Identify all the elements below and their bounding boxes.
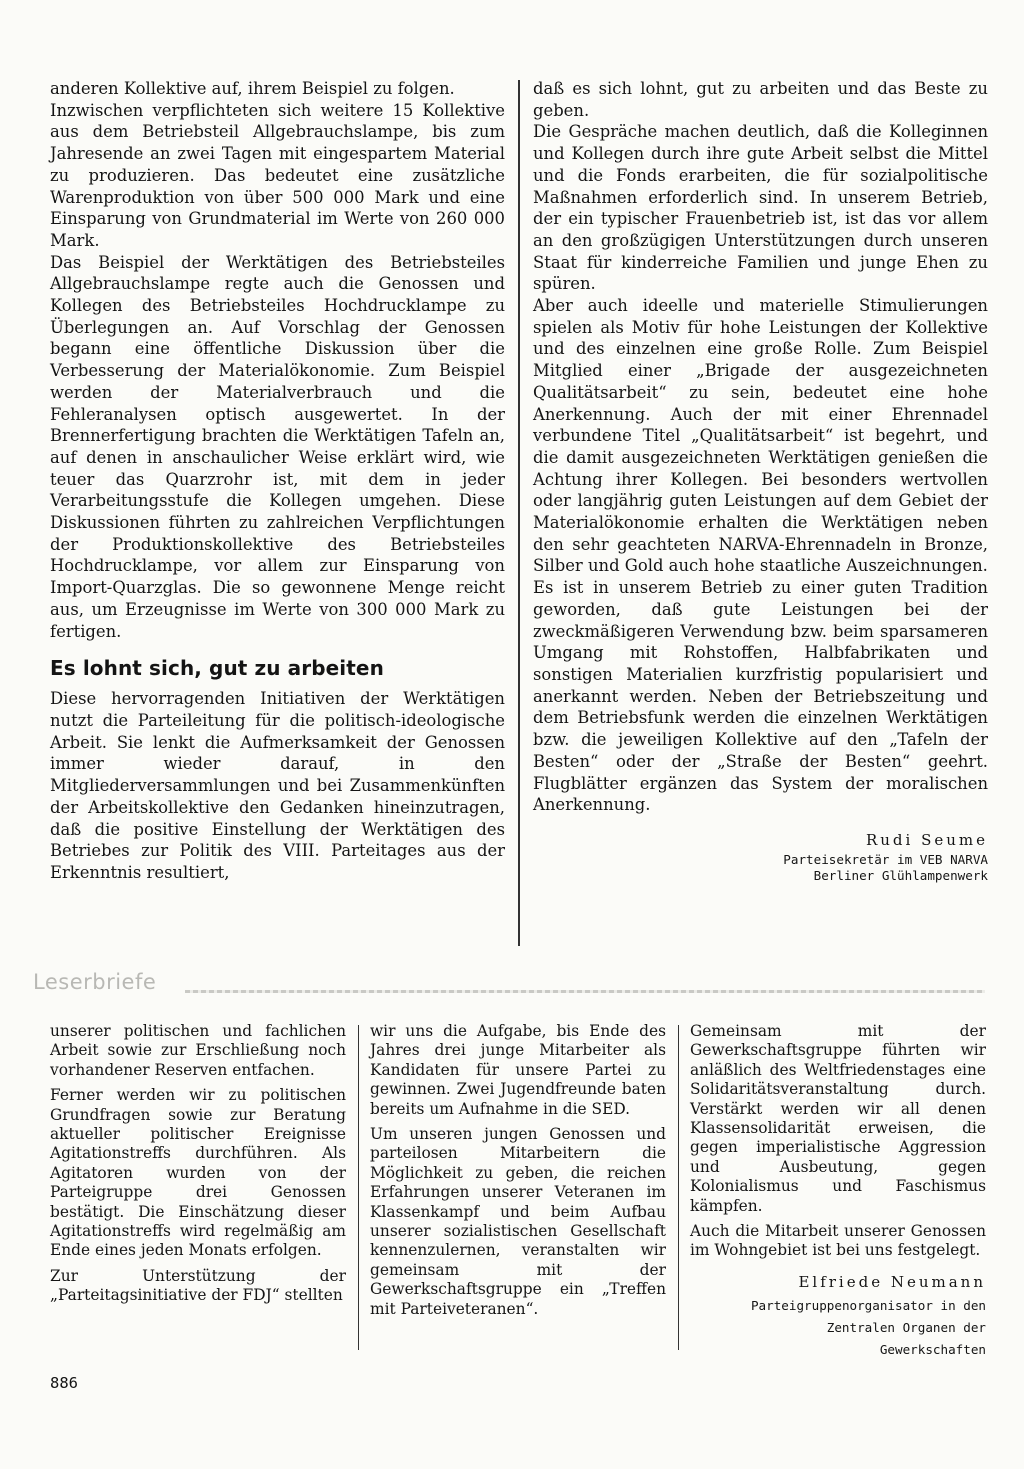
paragraph: daß es sich lohnt, gut zu arbeiten und das Beste zu geben. [533, 79, 988, 120]
author-role: Parteigruppenorganisator in den [750, 1298, 986, 1314]
section-label: Leserbriefe [33, 970, 157, 994]
author-role: Parteisekretär im VEB NARVA [783, 851, 988, 867]
paragraph: Diese hervorragenden Initiativen der Werktätigen nutzt die Parteileitung für die politisch-ideologische Arbeit. Sie lenkt die Aufmerksamkeit der Genossen immer wieder darauf, in den Mitgliederversammlungen und bei Zusammenkünften der Arbeitskollektive den Gedanken hineinzutragen, daß die positive Einstellung der Werktätigen des Betriebes zur Politik des VIII. Parteitages aus der Erkenntnis resultiert, [50, 689, 505, 882]
paragraph: Ferner werden wir zu politischen Grundfragen sowie zur Beratung aktueller politischer Ereignisse Agitationstreffs durchführen. Als Agitatoren wurden von der Parteigruppe drei Genossen bestätigt. Die Einschätzung dieser Agitationstreffs wird regelmäßig am Ende eines jeden Monats erfolgen. [50, 1086, 346, 1260]
paragraph: Auch die Mitarbeit unserer Genossen im Wohngebiet ist bei uns festgelegt. [690, 1222, 986, 1260]
paragraph: Um unseren jungen Genossen und parteilosen Mitarbeitern die Möglichkeit zu geben, die reichen Erfahrungen unserer Veteranen im Klassenkampf und beim Aufbau unserer sozialistischen Gesellschaft kennenzulernen, veranstalten wir gemeinsam mit der Gewerkschaftsgruppe ein „Treffen mit Parteiveteranen“. [370, 1125, 666, 1318]
letters-column-3 [690, 1022, 986, 1358]
letters-column-1 [50, 1022, 346, 1306]
paragraph: Aber auch ideelle und materielle Stimulierungen spielen als Motiv für hohe Leistungen der Kollektive und des einzelnen eine große Rolle. Zum Beispiel Mitglied einer „Brigade der ausgezeichneten Qualitätsarbeit“ zu sein, bedeutet eine hohe Anerkennung. Auch der mit einer Ehrennadel verbundene Titel „Qualitätsarbeit“ ist begehrt, und die damit ausgezeichneten Werktätigen genießen die Achtung ihrer Kollegen. Bei besonders wertvollen oder langjährig guten Leistungen auf dem Gebiet der Materialökonomie erhalten die Werktätigen neben den sehr geachteten NARVA-Ehrennadeln in Bronze, Silber und Gold auch hohe staatliche Auszeichnungen. [533, 296, 988, 576]
author-affiliation: Gewerkschaften [879, 1342, 986, 1358]
paragraph: Das Beispiel der Werktätigen des Betriebsteiles Allgebrauchslampe regte auch die Genossen und Kollegen des Betriebsteiles Hochdrucklampe zu Überlegungen an. Auf Vorschlag der Genossen begann eine öffentliche Diskussion über die Verbesserung der Materialökonomie. Zum Beispiel werden der Materialverbrauch und die Fehleranalysen optisch ausgewertet. In der Brennerfertigung brachten die Werktätigen Tafeln an, auf denen in anschaulicher Weise erklärt wird, wie teuer das Quarzrohr ist, mit dem in jeder Verarbeitungsstufe die Kollegen umgehen. Diese Diskussionen führten zu zahlreichen Verpflichtungen der Produktionskollektive des Betriebsteiles Hochdrucklampe, vor allem zur Einsparung von Import-Quarzglas. Die so gewonnene Menge reicht aus, um Erzeugnisse im Werte von 300 000 Mark zu fertigen. [50, 252, 505, 641]
paragraph: Gemeinsam mit der Gewerkschaftsgruppe führten wir anläßlich des Weltfriedenstages eine Solidaritätsveranstaltung durch. Verstärkt werden wir all denen Klassensolidarität erweisen, die gegen imperialistische Aggression und Ausbeutung, gegen Kolonialismus und Faschismus kämpfen. [690, 1022, 986, 1215]
paragraph: Zur Unterstützung der „Parteitagsinitiative der FDJ“ stellten [50, 1266, 346, 1305]
author-affiliation: Berliner Glühlampenwerk [813, 867, 988, 883]
author-name: Elfriede Neumann [798, 1272, 986, 1291]
paragraph: anderen Kollektive auf, ihrem Beispiel zu folgen. [50, 79, 455, 98]
section-banner [33, 970, 988, 1000]
paragraph: Die Gespräche machen deutlich, daß die Kolleginnen und Kollegen durch ihre gute Arbeit selbst die Mittel und die Fonds erarbeiten, die für sozialpolitische Maßnahmen erforderlich sind. In unserem Betrieb, der ein typischer Frauenbetrieb ist, ist das vor allem an den großzügigen Unterstützungen durch unseren Staat für kinderreiche Familien und junge Ehen zu spüren. [533, 122, 988, 294]
paragraph: Es ist in unserem Betrieb zu einer guten Tradition geworden, daß gute Leistungen bei der zweckmäßigeren Verwendung bzw. beim sparsameren Umgang mit Rohstoffen, Halbfabrikaten und sonstigen Materialien kurzfristig popularisiert und anerkannt werden. Neben der Betriebszeitung und dem Betriebsfunk werden die einzelnen Werktätigen bzw. die jeweiligen Kollektive auf den „Tafeln der Besten“ oder der „Straße der Besten“ geehrt. Flugblätter ergänzen das System der moralischen Anerkennung. [533, 578, 988, 815]
column-divider [358, 1025, 359, 1350]
top-left-column [50, 78, 505, 884]
author-affiliation: Zentralen Organen der [826, 1320, 986, 1336]
section-heading: Es lohnt sich, gut zu arbeiten [50, 656, 384, 681]
paragraph: unserer politischen und fachlichen Arbeit sowie zur Erschließung noch vorhandener Reserven entfachen. [50, 1022, 346, 1079]
letters-column-2 [370, 1022, 666, 1319]
column-divider [678, 1025, 679, 1350]
paragraph: wir uns die Aufgabe, bis Ende des Jahres drei junge Mitarbeiter als Kandidaten für unsere Partei zu gewinnen. Zwei Jugendfreunde baten bereits um Aufnahme in die SED. [370, 1022, 666, 1118]
dotted-rule [185, 990, 985, 993]
column-divider [518, 80, 520, 946]
page-number: 886 [50, 1374, 78, 1392]
author-name: Rudi Seume [865, 830, 988, 849]
top-right-column [533, 78, 988, 884]
paragraph: Inzwischen verpflichteten sich weitere 15 Kollektive aus dem Betriebsteil Allgebrauchslampe, bis zum Jahresende an zwei Tagen mit eingespartem Material zu produzieren. Das bedeutet eine zusätzliche Warenproduktion von über 500 000 Mark und eine Einsparung von Grundmaterial im Werte von 260 000 Mark. [50, 100, 505, 250]
